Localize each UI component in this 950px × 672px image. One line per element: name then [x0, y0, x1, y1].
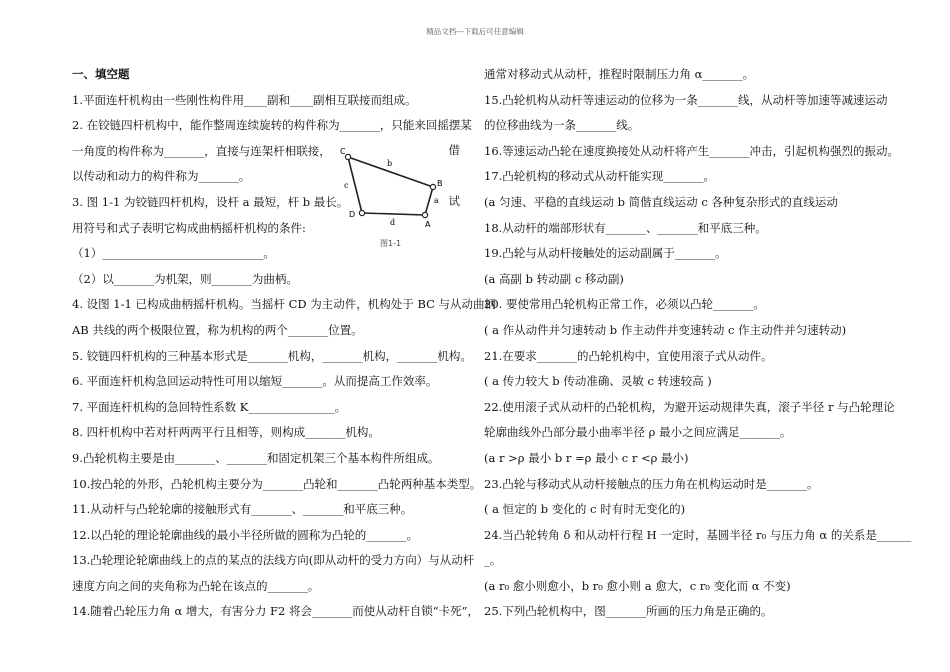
question-line: 1.平面连杆机构由一些刚性构件用____副和____副相互联接而组成。 — [72, 92, 417, 107]
question-line: 14.随着凸轮压力角 α 增大，有害分力 F2 将会_______而使从动杆自锁“卡死”， — [72, 604, 479, 619]
question-line: (a r₀ 愈小则愈小，b r₀ 愈小则 a 愈大，c r₀ 变化而 α 不变) — [484, 578, 791, 593]
label-A: A — [425, 220, 431, 229]
label-c: c — [344, 181, 349, 190]
label-B: B — [437, 179, 443, 188]
four-bar-linkage-figure — [335, 143, 447, 253]
question-line: 24.当凸轮转角 δ 和从动杆行程 H 一定时，基圆半径 r₀ 与压力角 α 的关系是______ — [484, 527, 912, 542]
wrapped-char-jie: 借 — [448, 143, 460, 157]
question-line: _。 — [484, 553, 502, 568]
question-line: ( a 恒定的 b 变化的 c 时有时无变化的) — [484, 502, 686, 517]
question-line: 通常对移动式从动杆，推程时限制压力角 α_______。 — [484, 67, 755, 81]
question-line: 13.凸轮理论轮廓曲线上的点的某点的法线方向(即从动杆的受力方向）与从动杆 — [72, 553, 475, 568]
joint-b — [430, 184, 435, 189]
question-line: (a r >ρ 最小 b r =ρ 最小 c r <ρ 最小) — [484, 450, 689, 465]
question-line: 12.以凸轮的理论轮廓曲线的最小半径所做的圆称为凸轮的_______。 — [72, 527, 419, 542]
question-line: 9.凸轮机构主要是由_______、_______和固定机架三个基本构件所组成。 — [72, 450, 440, 465]
question-line: 4. 设图 1-1 已构成曲柄摇杆机构。当摇杆 CD 为主动件，机构处于 BC 与从动曲柄 — [72, 297, 497, 312]
joint-d — [359, 210, 364, 215]
section-heading: 一、填空题 — [72, 67, 130, 81]
label-C: C — [340, 147, 346, 156]
question-line: 轮廓曲线外凸部分最小曲率半径 ρ 最小之间应满足_______。 — [484, 425, 792, 440]
question-line: 以传动和动力的构件称为_______。 — [72, 169, 251, 184]
question-line: AB 共线的两个极限位置，称为机构的两个_______位置。 — [72, 322, 363, 337]
question-line: 一角度的构件称为_______，直接与连架杆相联接， — [72, 143, 331, 158]
header-watermark: 精品文档---下载后可任意编辑 — [426, 27, 524, 36]
question-line: 23.凸轮与移动式从动杆接触点的压力角在机构运动时是_______。 — [484, 476, 819, 491]
question-line: 18.从动杆的端部形状有_______、_______和平底三种。 — [484, 220, 767, 235]
frame-bar-d — [362, 213, 425, 215]
question-line: 用符号和式子表明它构成曲柄摇杆机构的条件: — [72, 220, 306, 235]
joint-a — [422, 212, 427, 217]
question-line: 速度方向之间的夹角称为凸轮在该点的_______。 — [72, 578, 320, 593]
question-line: 19.凸轮与从动杆接触处的运动副属于_______。 — [484, 246, 727, 261]
question-line: 16.等速运动凸轮在速度换接处从动杆将产生_______冲击，引起机构强烈的振动。 — [484, 143, 900, 158]
label-d: d — [390, 218, 396, 227]
right-column — [484, 62, 912, 625]
question-line: 5. 铰链四杆机构的三种基本形式是_______机构，_______机构，_______机构。 — [72, 348, 472, 363]
figure-caption: 图1-1 — [380, 239, 402, 248]
question-line: 17.凸轮机构的移动式从动杆能实现_______。 — [484, 169, 716, 184]
question-line: 21.在要求_______的凸轮机构中，宜使用滚子式从动件。 — [484, 348, 773, 363]
question-line: 6. 平面连杆机构急回运动特性可用以缩短_______。从而提高工作效率。 — [72, 374, 438, 389]
question-line: 15.凸轮机构从动杆等速运动的位移为一条_______线，从动杆等加速等减速运动 — [484, 92, 888, 107]
question-line: 22.使用滚子式从动杆的凸轮机构，为避开运动规律失真，滚子半径 r 与凸轮理论 — [484, 399, 895, 414]
wrapped-char-shi: 试 — [448, 194, 460, 208]
question-line: 3. 图 1-1 为铰链四杆机构，设杆 a 最短，杆 b 最长。 — [72, 194, 349, 209]
question-line: 的位移曲线为一条_______线。 — [484, 118, 640, 133]
question-line: 11.从动杆与凸轮轮廓的接触形式有_______、_______和平底三种。 — [72, 502, 413, 517]
question-line: (a 匀速、平稳的直线运动 b 简偕直线运动 c 各种复杂形式的直线运动 — [484, 194, 838, 209]
label-a: a — [434, 196, 439, 205]
label-D: D — [349, 210, 356, 219]
question-line: 10.按凸轮的外形，凸轮机构主要分为_______凸轮和_______凸轮两种基本类型。 — [72, 476, 482, 491]
question-line: （1）____________________________。 — [72, 246, 275, 261]
question-line: 8. 四杆机构中若对杆两两平行且相等，则构成_______机构。 — [72, 425, 380, 440]
question-line: 7. 平面连杆机构的急回特性系数 K_______________。 — [72, 399, 347, 414]
question-line: 25.下列凸轮机构中，图_______所画的压力角是正确的。 — [484, 604, 773, 619]
question-line: (a 高副 b 转动副 c 移动副) — [484, 271, 624, 286]
question-line: 20. 要使常用凸轮机构正常工作，必须以凸轮_______。 — [484, 297, 765, 312]
question-line: （2）以_______为机架，则_______为曲柄。 — [72, 271, 298, 286]
question-line: 2. 在铰链四杆机构中，能作整周连续旋转的构件称为_______，只能来回摇摆某 — [72, 118, 472, 133]
label-b: b — [387, 159, 393, 168]
joint-c — [345, 154, 350, 159]
question-line: ( a 作从动件并匀速转动 b 作主动件并变速转动 c 作主动件并匀速转动) — [484, 322, 847, 337]
question-line: ( a 传力较大 b 传动准确、灵敏 c 转速较高 ) — [484, 374, 712, 389]
